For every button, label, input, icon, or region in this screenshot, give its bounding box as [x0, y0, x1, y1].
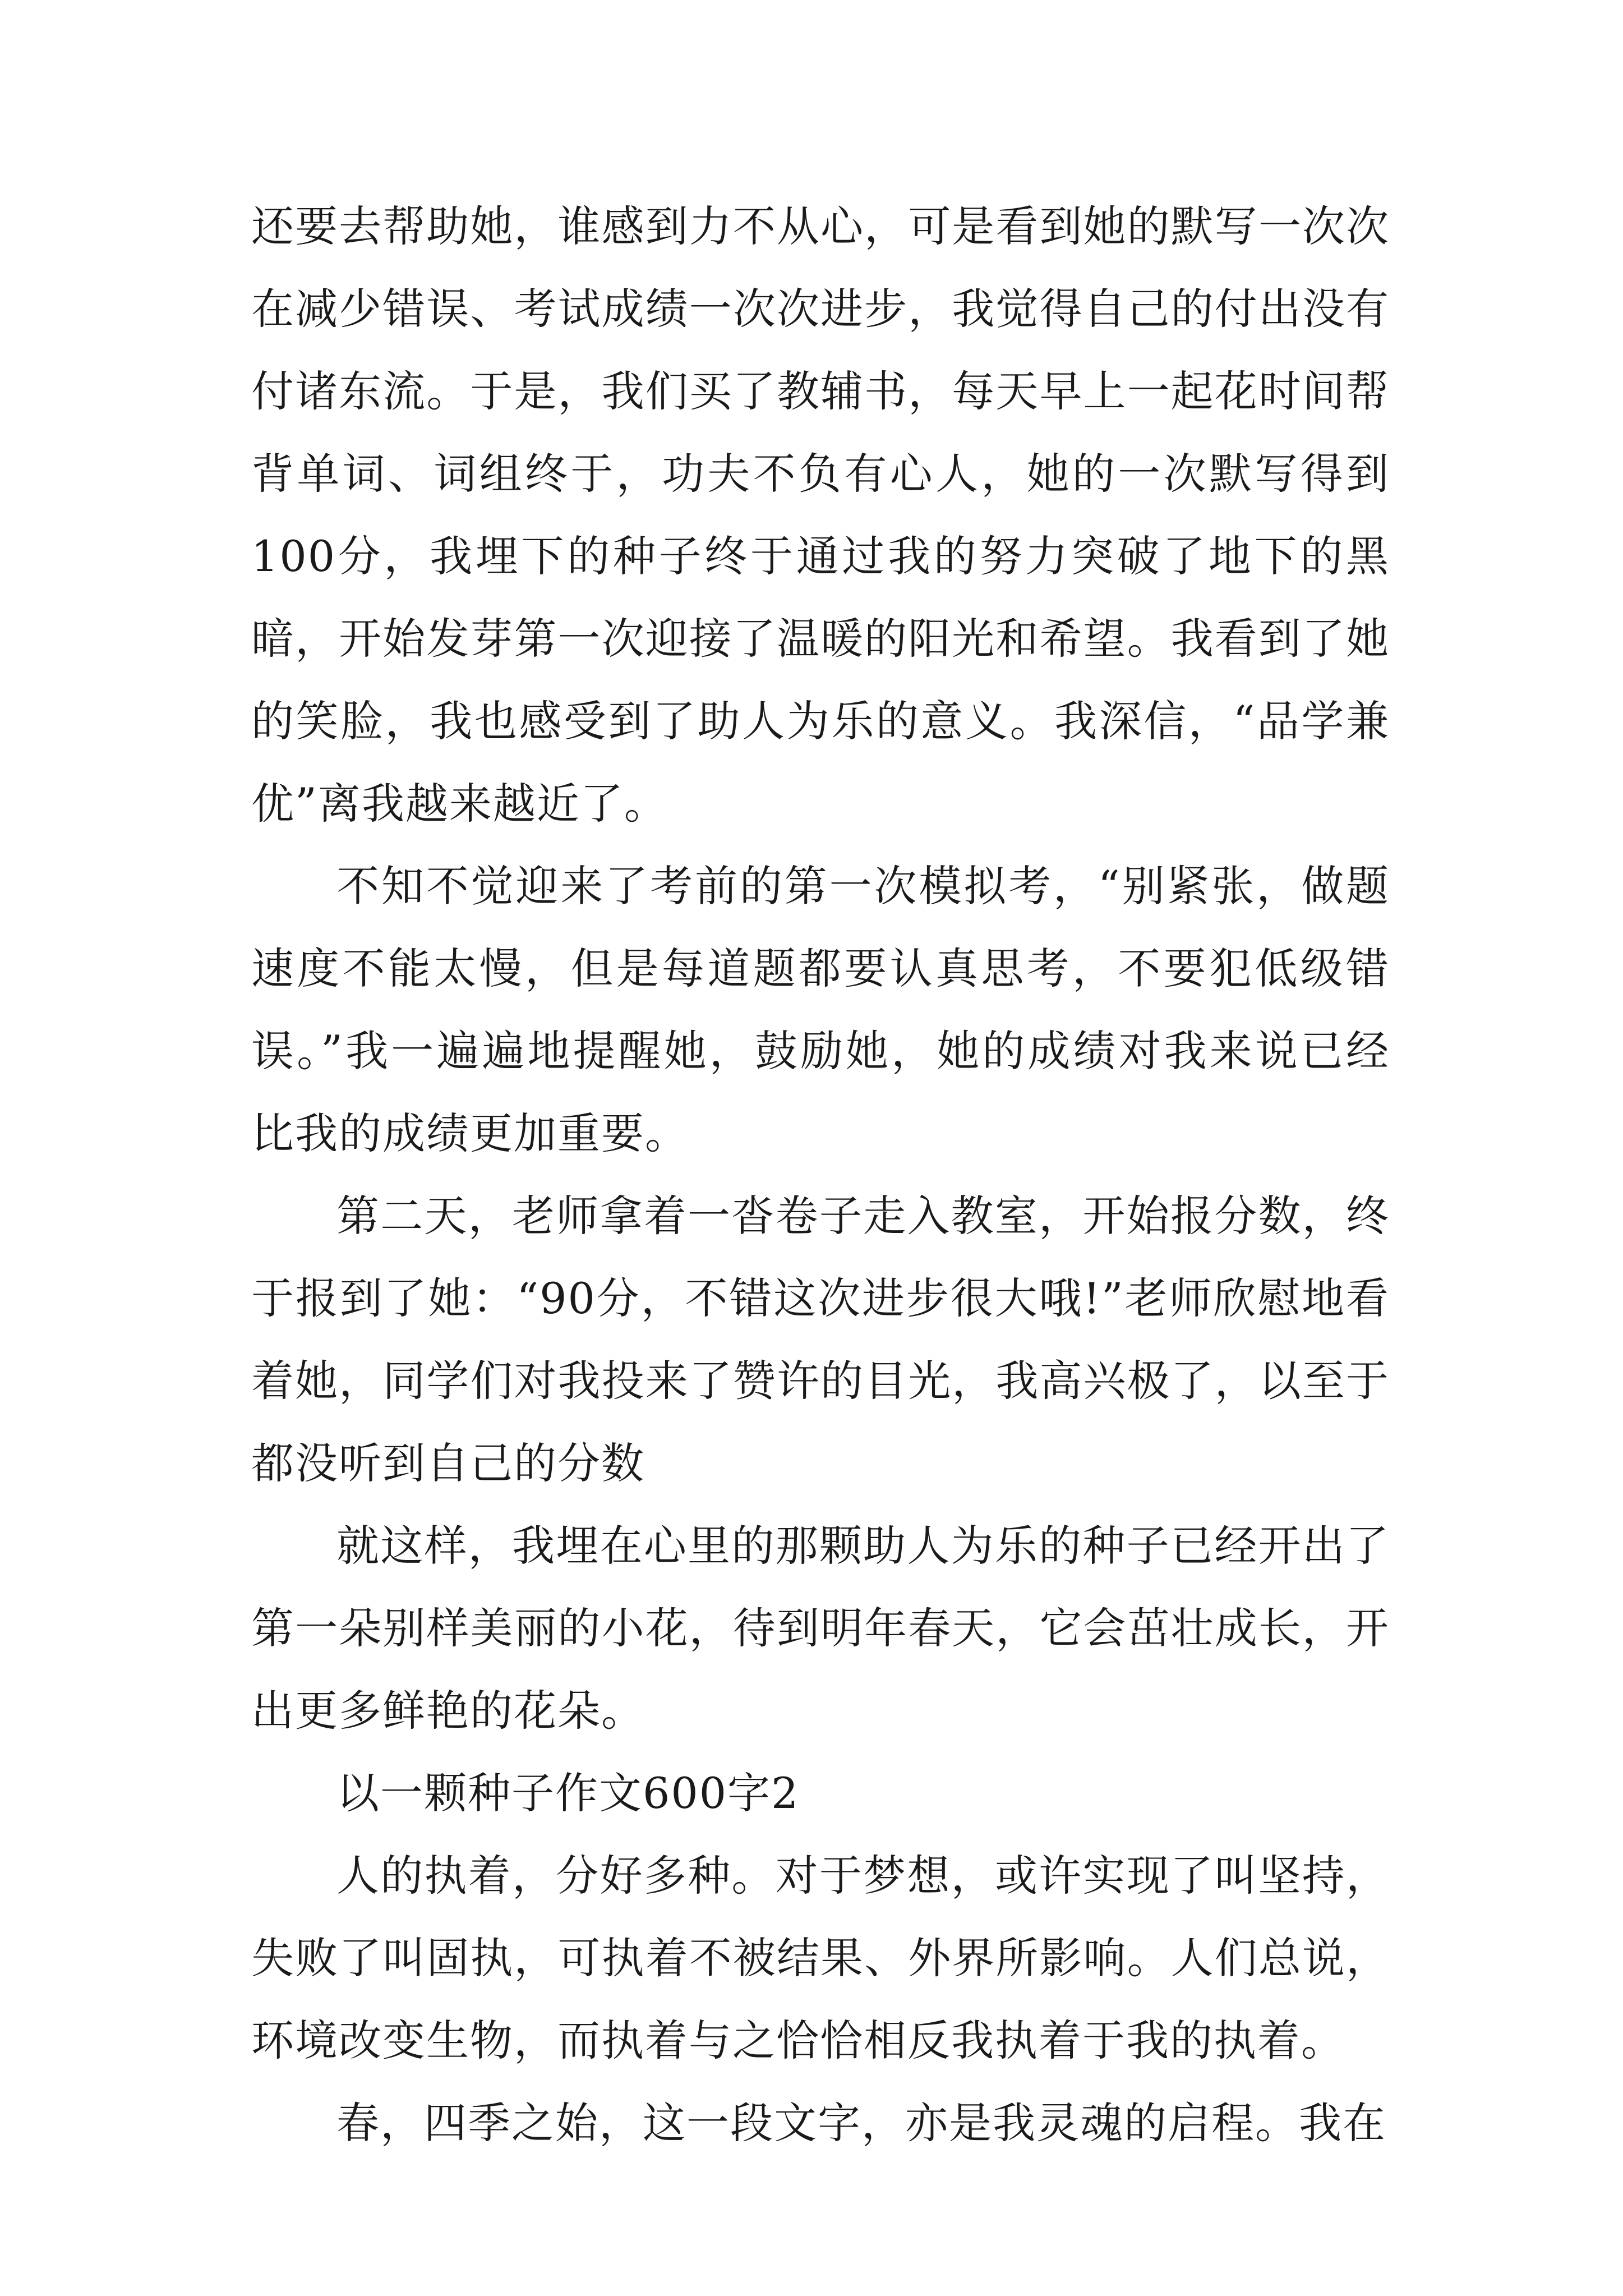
paragraph-next-day: 第二天，老师拿着一沓卷子走入教室，开始报分数，终于报到了她：“90分，不错这次进步很大哦!”老师欣慰地看着她，同学们对我投来了赞许的目光，我高兴极了，以至于都没听到自己的分数: [251, 1191, 1390, 1488]
paragraph-persistence: 人的执着，分好多种。对于梦想，或许实现了叫坚持，失败了叫固执，可执着不被结果、外界所影响。人们总说，环境改变生物，而执着与之恰恰相反我执着于我的执着。: [251, 1851, 1390, 2065]
document-body: [251, 185, 1390, 2164]
paragraph-continuation: 还要去帮助她，谁感到力不从心，可是看到她的默写一次次在减少错误、考试成绩一次次进步，我觉得自己的付出没有付诸东流。于是，我们买了教辅书，每天早上一起花时间帮背单词、词组终于，功夫不负有心人，她的一次默写得到100分，我埋下的种子终于通过我的努力突破了地下的黑暗，开始发芽第一次迎接了温暖的阳光和希望。我看到了她的笑脸，我也感受到了助人为乐的意义。我深信，“品学兼优”离我越来越近了。: [251, 201, 1390, 829]
essay-heading: 以一颗种子作文600字2: [336, 1768, 800, 1818]
paragraph-spring: 春，四季之始，这一段文字，亦是我灵魂的启程。我在: [336, 2098, 1386, 2148]
paragraph-flower: 就这样，我埋在心里的那颗助人为乐的种子已经开出了第一朵别样美丽的小花，待到明年春天，它会茁壮成长，开出更多鲜艳的花朵。: [251, 1521, 1390, 1736]
paragraph-mock-exam: 不知不觉迎来了考前的第一次模拟考，“别紧张，做题速度不能太慢，但是每道题都要认真思考，不要犯低级错误。”我一遍遍地提醒她，鼓励她，她的成绩对我来说已经比我的成绩更加重要。: [251, 861, 1390, 1158]
